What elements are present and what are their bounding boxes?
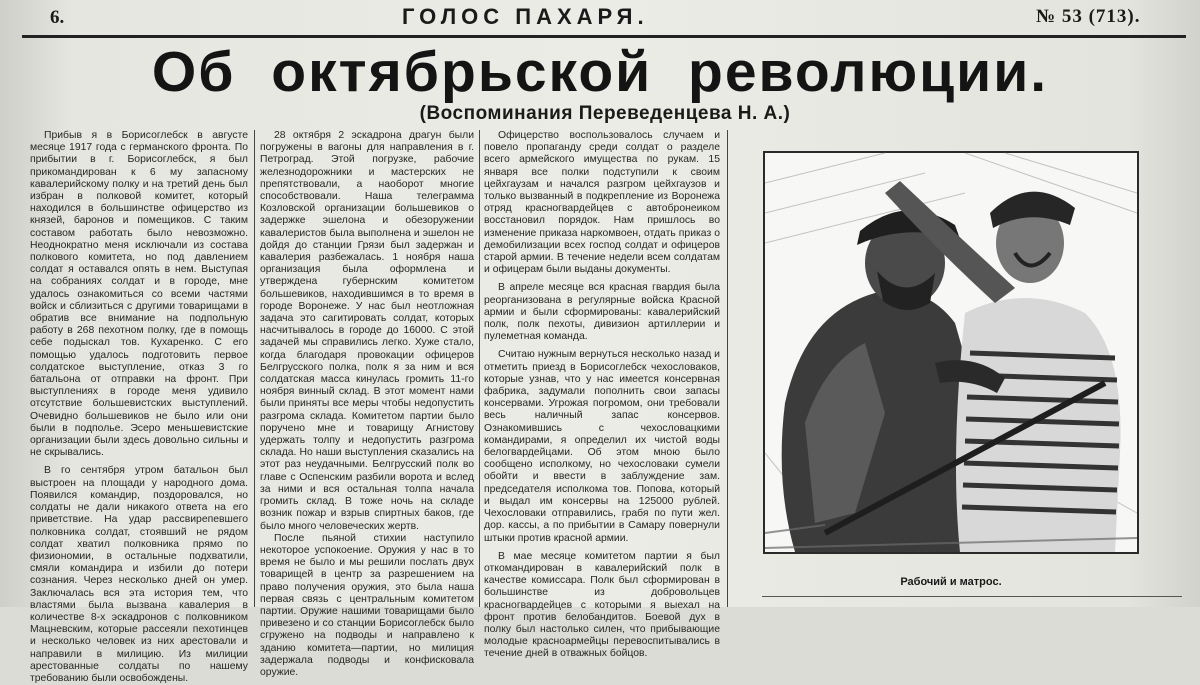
paragraph: В мае месяце комитетом партии я был откомандирован в кавалерийский полк в качестве комиссара. Полк был сформирован в большинстве из добровольцев красногвардейцев с которыми я выехал на фронт против белобандитов. Боевой дух в полку был настолько силен, что прибывающие молодые красноармейцы перевоспитывались в течение дней в отважных бойцов. bbox=[484, 550, 720, 660]
article-title: Об октябрьской революции. bbox=[151, 40, 1049, 104]
paragraph: 28 октября 2 эскадрона драгун были погружены в вагоны для направления в г. Петроград. Этой погрузке, рабочие железнодорожники и мастерских не препятствовали, а наоборот многие способствовали. Наша телеграмма Козловской организации большевиков о задержке эшелона и обезоружении кавалеристов была выполнена и эшелон не дойдя до станции Грязи был задержан и кавалерия разбежалась. 1 ноября наша организация была оформлена и утверждена губернским комитетом большевиков, находившимся в то время в городе Воронеже. У нас был неотложная задача это сагитировать солдат, которых насчитывалось в городе до 16000. С этой задачей мы справились легко. Хуже стало, когда благодаря провокации офицеров Белгрусского полка, полк я за ним и вся солдатская масса кинулась громить 11-го ноября винный склад. В этот момент нами были приняты все меры чтобы недопустить разгрома склада. Комитетом партии было поручено мне и товарищу Агнистову удержать толпу и недопустить разгрома склада. Но наши выступления сказались на этот раз неудачными. Белгрусский полк во главе с Оспенским разбили ворота и вслед за ними и вся остальная толпа начала громить склад. В тоже ночь на складе возник пожар и взрыв спиртных баков, где было много человеческих жертв. bbox=[260, 130, 474, 532]
issue-number: № 53 (713). bbox=[1036, 6, 1141, 27]
paragraph: Прибыв я в Борисоглебск в августе месяце 1917 года с германского фронта. По прибытии в г. Борисоглебск, я был прикомандирован к 6 му запасному кавалерийскому полку и на третий день был избран в полковой комитет, который находился в большинстве офицерство из князей, баронов и помещиков. С таким составом работать было невозможно. Неоднократно меня исключали из состава полкового комитета, но под давлением солдат я оставался опять в нем. Выступая на собраниях солдат и в городе, мне удалось ознакомиться со всеми частями войск и сблизиться с другими товарищами в обратив все внимание на подпольную работу в 268 пехотном полку, где в помощь себе подыскал тов. Кухаренко. С его помощью удалось подготовить первое солдатское выступление, отказ 3 го батальона от отправки на фронт. При выступлениях в городе меня удивило отсутствие большевистских выступлений. Очевидно большевиков не было или они были в подполье. Эсеро меньшевистские организации были здесь довольно сильны и не скрывались. bbox=[30, 130, 248, 459]
article-subtitle: (Воспоминания Переведенцева Н. А.) bbox=[419, 103, 791, 124]
column-divider bbox=[479, 130, 480, 607]
newspaper-name: ГОЛОС ПАХАРЯ. bbox=[402, 4, 649, 29]
page-header bbox=[0, 2, 1200, 36]
text-column-3 bbox=[484, 130, 720, 660]
illustration-caption: Рабочий и матрос. bbox=[900, 576, 1002, 588]
paragraph: В го сентября утром батальон был выстроен на площади у народного дома. Появился командир, поздоровался, но солдаты не дали никакого ответа на его приветствие. На удар рассвирепевшего полковника солдат, стоявший не рядом солдат хватил полковника прямо по физиономии, в остальные подхватили, смяли командира и избили до потери сознания. Через несколько дней он умер. Заключалась вся эта история тем, что властями была вызвана кавалерия в количестве 8-х эскадронов с полковником Мацневским, которые рассеяли пехотинцев и несколько человек из них арестовали и направили в милицию. Из милиции арестованные солдаты по нашему требованию были освобождены. bbox=[30, 465, 248, 684]
paragraph: Офицерство воспользовалось случаем и повело пропаганду среди солдат о разделе всего армейского имущества по рукам. 15 января все полки подступили к своим цейхгаузам и начался разгром цейхгаузов и только вызванный в подкрепление из Воронежа отряд красногвардейцев с автобронеиком восстановил порядок. Нам пришлось во изменение приказа наркомвоен, отдать приказ о демобилизации всех господ солдат и офицеров старой армии. В течение недели всем солдатам и офицерам были выданы документы. bbox=[484, 130, 720, 276]
paragraph: После пьяной стихии наступило некоторое успокоение. Оружия у нас в то время не было и мы решили послать двух товарищей в центр за разрешением на право получения оружия, это была наша первая связь с центральным комитетом партии. Оружие нашими товарищами было привезено и со станции Борисоглебск было сгружено на подводы и направлено к зданию комитета—партии, но милиция задержала подводы и конфисковала оружие. bbox=[260, 532, 474, 678]
column-divider bbox=[254, 130, 255, 607]
text-column-2 bbox=[260, 130, 474, 678]
illustration-worker-and-sailor bbox=[763, 151, 1139, 554]
bottom-rule bbox=[762, 596, 1182, 597]
column-divider bbox=[727, 130, 728, 607]
paragraph: В апреле месяце вся красная гвардия была реорганизована в регулярные войска Красной армии и были сформированы: кавалерийский полк, полк пехоты, дивизион артиллерии и пулеметная команда. bbox=[484, 282, 720, 343]
text-column-1 bbox=[30, 130, 248, 684]
page-number: 6. bbox=[50, 7, 65, 28]
paragraph: Считаю нужным вернуться несколько назад и отметить приезд в Борисоглебск чехословаков, которые узнав, что у нас имеется консервная фабрика, задумали пополнить свои запасы консервами. Угрожая погромом, они требовали весь наличный запас консервов. Ознакомившись с чехословацкими командирами, я определил их чистой воды белогвардейцами. Об этом мною было сообщено исполкому, но чехословаки сумели обойти и ввести в заблуждение зам. председателя исполкома тов. Попова, который и выдал им консервы на 125000 рублей. Чехословаки отправились, грабя по пути жел. дор. кассы, а по прибытии в Самару повернули штыки против красной армии. bbox=[484, 349, 720, 544]
